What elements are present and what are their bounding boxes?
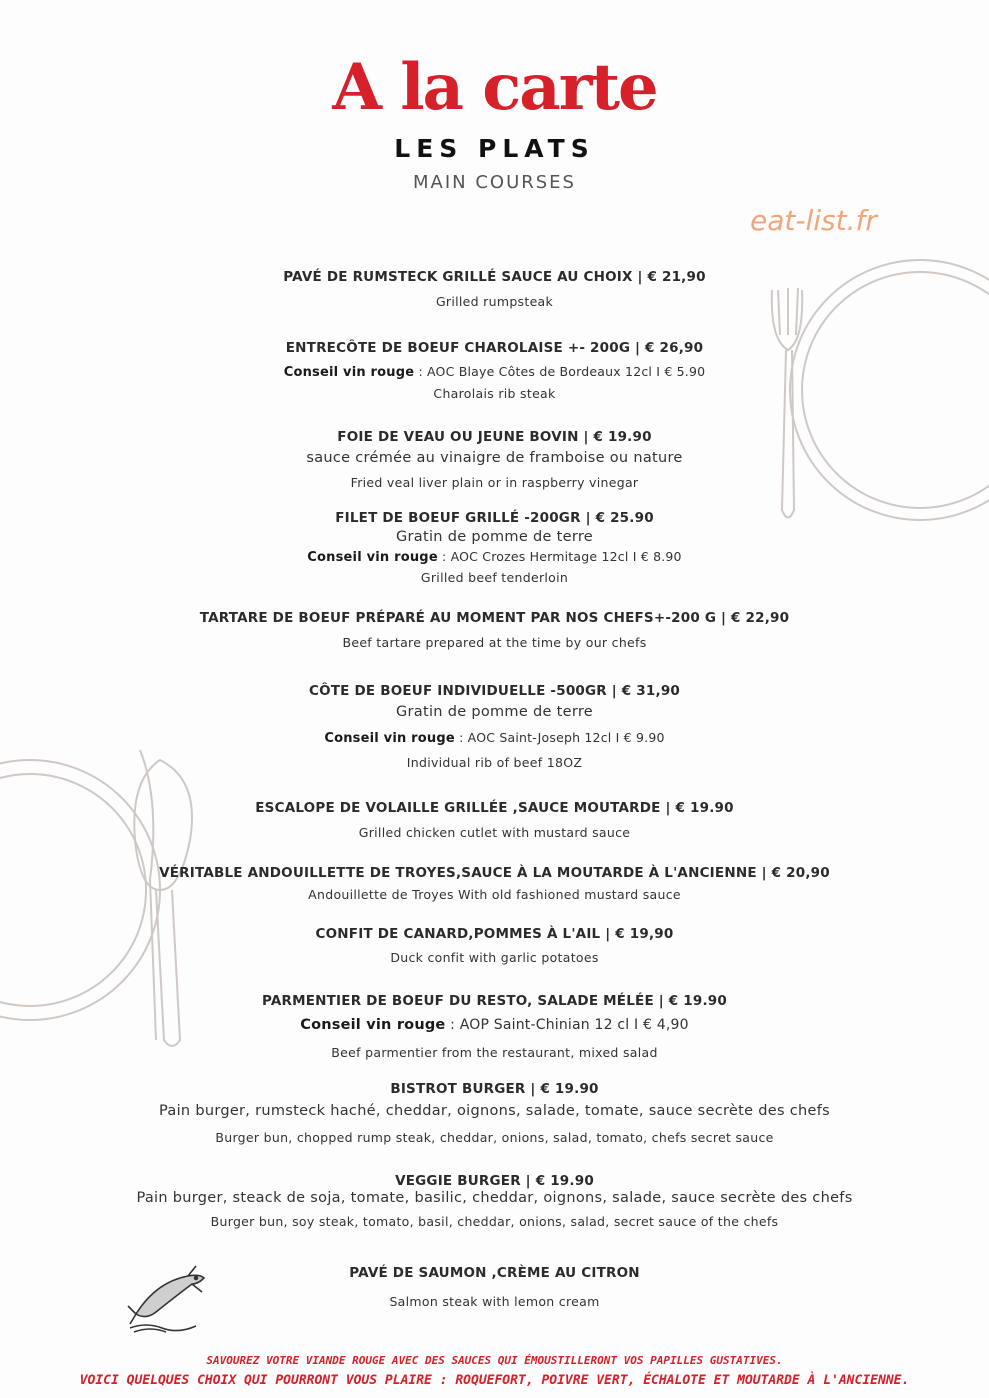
wine-label: Conseil vin rouge [300,1017,446,1033]
dish-description-en: Grilled beef tenderloin [420,570,569,585]
dish-description-fr: Gratin de pomme de terre [396,529,593,545]
dish-name: PAVÉ DE SAUMON ,CRÈME AU CITRON [349,1265,640,1281]
dish-description-en: Duck confit with garlic potatoes [390,950,599,965]
footer-note: SAVOUREZ VOTRE VIANDE ROUGE AVEC DES SAUCES QUI ÉMOUSTILLERONT VOS PAPILLES GUSTATIVES. [206,1354,783,1367]
dish-description-en: Burger bun, soy steak, tomato, basil, cheddar, onions, salad, secret sauce of the chefs [210,1214,779,1229]
wine-label: Conseil vin rouge [307,550,438,565]
dish-description-fr: sauce crémée au vinaigre de framboise ou nature [306,450,683,466]
dish-description-en: Grilled chicken cutlet with mustard sauce [358,825,631,840]
dish-name: ENTRECÔTE DE BOEUF CHAROLAISE +- 200G | € 26,90 [285,340,704,356]
wine-text: : AOP Saint-Chinian 12 cl I € 4,90 [445,1017,689,1033]
section-subtitle: MAIN COURSES [413,172,576,193]
dish-description-fr: Gratin de pomme de terre [396,704,593,720]
wine-label: Conseil vin rouge [283,365,415,380]
dish-description-en: Salmon steak with lemon cream [389,1294,600,1309]
wine-suggestion [0,1017,989,1033]
dish-name: BISTROT BURGER | € 19.90 [390,1081,599,1097]
footer-sauces: VOICI QUELQUES CHOIX QUI POURRONT VOUS PLAIRE : ROQUEFORT, POIVRE VERT, ÉCHALOTE ET MOUTARDE À L'ANCIENNE. [79,1373,910,1388]
wine-label: Conseil vin rouge [324,731,455,746]
dish-description-en: Beef tartare prepared at the time by our chefs [342,635,647,650]
dish-name: PAVÉ DE RUMSTECK GRILLÉ SAUCE AU CHOIX | € 21,90 [283,269,706,285]
wine-suggestion [0,549,989,565]
page-title: A la carte [332,50,657,125]
watermark: eat-list.fr [750,204,877,237]
dish-name: TARTARE DE BOEUF PRÉPARÉ AU MOMENT PAR NOS CHEFS+-200 G | € 22,90 [199,610,790,626]
dish-name: VÉRITABLE ANDOUILLETTE DE TROYES,SAUCE À LA MOUTARDE À L'ANCIENNE | € 20,90 [159,865,830,881]
dish-description-fr: Pain burger, steack de soja, tomate, basilic, cheddar, oignons, salade, sauce secrète des chefs [136,1190,853,1206]
dish-description-fr: Pain burger, rumsteck haché, cheddar, oignons, salade, tomate, sauce secrète des chefs [159,1103,830,1119]
dish-description-en: Beef parmentier from the restaurant, mixed salad [331,1045,658,1060]
dish-description-en: Individual rib of beef 18OZ [406,755,583,770]
wine-suggestion [0,364,989,380]
dish-name: PARMENTIER DE BOEUF DU RESTO, SALADE MÉLÉE | € 19.90 [261,993,727,1009]
dish-description-en: Andouillette de Troyes With old fashioned mustard sauce [308,887,681,902]
dish-description-en: Charolais rib steak [433,386,556,401]
wine-text: : AOC Crozes Hermitage 12cl I € 8.90 [437,549,682,564]
section-title: LES PLATS [394,134,595,163]
dish-name: VEGGIE BURGER | € 19.90 [395,1173,594,1189]
wine-text: : AOC Saint-Joseph 12cl I € 9.90 [454,730,665,745]
dish-description-en: Grilled rumpsteak [435,294,554,309]
dish-description-en: Burger bun, chopped rump steak, cheddar, onions, salad, tomato, chefs secret sauce [215,1130,774,1145]
dish-name: CÔTE DE BOEUF INDIVIDUELLE -500GR | € 31,90 [308,683,681,699]
salmon-icon [126,1262,210,1334]
dish-description-en: Fried veal liver plain or in raspberry vinegar [350,475,639,490]
dish-name: FOIE DE VEAU OU JEUNE BOVIN | € 19.90 [337,429,652,445]
dish-name: CONFIT DE CANARD,POMMES À L'AIL | € 19,90 [315,926,674,942]
dish-name: ESCALOPE DE VOLAILLE GRILLÉE ,SAUCE MOUTARDE | € 19.90 [255,800,734,816]
dish-name: FILET DE BOEUF GRILLÉ -200GR | € 25.90 [335,510,654,526]
wine-text: : AOC Blaye Côtes de Bordeaux 12cl I € 5.90 [414,364,706,379]
wine-suggestion [0,730,989,746]
